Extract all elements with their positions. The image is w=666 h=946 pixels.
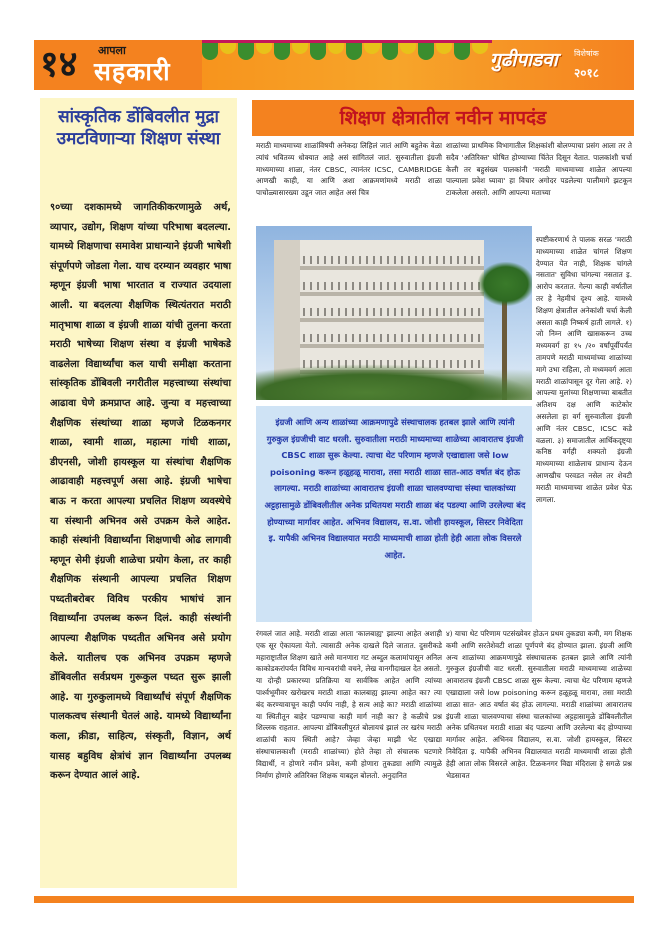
magazine-name: सहकारी (94, 57, 171, 86)
garland-string (202, 40, 492, 43)
page-number: १४ (40, 43, 78, 85)
article-title-bar (252, 100, 634, 136)
festival-year: २०१८ (574, 66, 599, 80)
article-column-5: ४) याचा थेट परिणाम पटसंख्येवर होऊन प्रथम तुकड्या कमी, मग शिक्षक कमी आणि सरतेशेवटी शाळा पूर्णपणे बंद होण्यात झाला. इंग्रजी आणि अन्य शाळांच्या आक्रमणापुढे संस्थाचालक हतबल झाले आणि त्यांनी गुरुकुल इंग्रजीची वाट धरली. सुरुवातीला मराठी माध्यमाच्या शाळेच्या आवारातच इंग्रजी CBSC शाळा सुरू केल्या. त्याचा थेट परिणाम म्हणजे एखाद्याला जसे low poisoning करून हळूहळू मारावा, तसा मराठी शाळा सात- आठ वर्षात बंद होऊ लागल्या. मराठी शाळांच्या आवारातच इंग्रजी शाळा चालवण्याचा संस्था चालकांच्या अट्टहासामुळे डोंबिवलीतील अनेक प्रथितयश मराठी शाळा बंद पडल्या आणि उरलेल्या बंद होण्याच्या मार्गावर आहेत. अभिनव विद्यालय, स.वा. जोशी हायस्कूल, सिस्टर निवेदिता इ. यापैकी अभिनव विद्यालयात मराठी माध्यमाची शाळा होती हेही आता लोक विसरले आहेत. टिळकनगर विद्या मंदिराला हे सगळे प्रश्न भेडसावत (446, 629, 632, 780)
toran-decoration-icon (202, 40, 492, 62)
sidebar-body: ९०च्या दशकामध्ये जागतिकीकरणामुळे अर्थ, व्यापार, उद्योग, शिक्षण यांच्या परिभाषा बदलल्या. यामध्ये शिक्षणाचा समावेश प्राधान्याने इंग्रजी भाषेशी संपूर्णपणे जोडला गेला. याच दरम्यान व्यवहार भाषा म्हणून इंग्रजी भाषा भारतात व राज्यात उदयाला आली. या बदलत्या शैक्षणिक स्थित्यंतरात मराठी मातृभाषा शाळा व इंग्रजी शाळा यांची तुलना करता मराठी भाषेच्या शिक्षण संस्था व इंग्रजी भाषेकडे वाढलेला विद्यार्थ्यांचा कल याची समीक्षा करताना सांस्कृतिक डोंबिवली नगरीतील महत्त्वाच्या संस्थांचा आढावा घेणे क्रमप्राप्त आहे. जुन्या व महत्त्वाच्या शैक्षणिक संस्थांच्या शाळा म्हणजे टिळकनगर शाळा, स्वामी शाळा, महात्मा गांधी शाळा, डीएनसी, जोशी हायस्कूल या संस्थांचा शैक्षणिक आढावाही महत्त्वपूर्ण असा आहे. इंग्रजी भाषेचा बाऊ न करता आपल्या प्रचलित शिक्षण व्यवस्थेचे या संस्थानी अभिनव असे उपक्रम केले आहेत. काही संस्थांनी विद्यार्थ्यांना शिक्षणाची ओढ लागावी म्हणून सेमी इंग्रजी शाळेचा प्रयोग केला, तर काही शैक्षणिक संस्थानी आपल्या प्रचलित शिक्षण पध्दतीबरोबर विविध परकीय भाषांचं ज्ञान विद्यार्थ्यांना उपलब्ध करून दिलं. काही संस्थांनी आपल्या शैक्षणिक पध्दतीत अभिनव असे प्रयोग केले. यातीलच एक अभिनव उपक्रम म्हणजे डोंबिवलीत सर्वप्रथम गुरूकुल पध्दत सुरू झाली आहे. या गुरुकुलामध्ये विद्यार्थ्यांचं संपूर्ण शैक्षणिक पालकत्वच संस्थानी घेतलं आहे. यामध्ये विद्यार्थ्यांना कला, क्रीडा, साहित्य, संस्कृती, विज्ञान, अर्थ यासह बहुविध क्षेत्रांचं ज्ञान विद्यार्थ्यांना उपलब्ध करून देण्यात आलं आहे. (50, 202, 231, 782)
masthead (34, 40, 202, 90)
article-column-1: मराठी माध्यमाच्या शाळांविषयी अनेकदा लिहिलं जातं आणि बहुतेक वेळा त्यांचं भवितव्य धोक्यात आहे असं सांगितलं जातं. सुरुवातीला इंग्रजी माध्यमाच्या शाळा, नंतर CBSC, त्यानंतर ICSC, CAMBRIDGE आणखी काही, या आणि अशा आक्रमणांमध्ये मराठी शाळा पाचोळ्यासारख्या उडून जात आहेत असं चित्र (256, 141, 442, 198)
school-building-photo (256, 226, 532, 400)
pull-quote-text: इंग्रजी आणि अन्य शाळांच्या आक्रमणापुढे संस्थाचालक हतबल झाले आणि त्यांनी गुरुकुल इंग्रजीची वाट धरली. सुरुवातीला मराठी माध्यमाच्या शाळेच्या आवारातच इंग्रजी CBSC शाळा सुरू केल्या. त्याचा थेट परिणाम म्हणजे एखाद्याला जसे low poisoning करून हळूहळू मारावा, तसा मराठी शाळा सात-आठ वर्षात बंद होऊ लागल्या. मराठी शाळांच्या आवारातच इंग्रजी शाळा चालवण्याचा संस्था चालकांच्या अट्टहासामुळे डोंबिवलीतील अनेक प्रथितयश मराठी शाळा बंद पडल्या आणि उरलेल्या बंद होण्याच्या मार्गावर आहेत. अभिनव विद्यालय, स.वा. जोशी हायस्कूल, सिस्टर निवेदिता इ. यापैकी अभिनव विद्यालयात मराठी माध्यमाची शाळा होती हेही आता लोक विसरले आहेत. (264, 417, 526, 560)
article-column-2: शाळांच्या प्राथमिक विभागातील शिक्षकांशी बोलण्याचा प्रसंग आला तर ते सदैव 'अतिरिक्त' घोषित होण्याच्या चिंतेत दिसून येतात. पालकांशी चर्चा केली तर बहुसंख्य पालकांनी 'मराठी माध्यमाच्या शाळेत आपल्या पाल्याला प्रवेश घ्यावा' हा विचार अगोदर पडलेल्या पालीमागे झटकून टाकलेला असतो. आणि आपल्या मताच्या (446, 141, 632, 198)
page-header (34, 40, 634, 90)
magazine-prefix: आपला (98, 44, 126, 57)
sidebar-title: सांस्कृतिक डोंबिवलीत मुद्रा उमटविणाऱ्या शिक्षण संस्था (56, 107, 221, 149)
article-column-3: स्पष्टीकरणार्थ ते पालक सरळ 'मराठी माध्यमाच्या शाळेत चांगलं शिक्षण देण्यात येत नाही, शिक्षक चांगले नसतात' सुविधा चांगल्या नसतात इ. आरोप करतात. गेल्या काही वर्षातील तर हे नेहमीचं दृश्य आहे. यामध्ये शिक्षण क्षेत्रातील अनेकांशी चर्चा केली असता काही निष्कर्ष हाती लागले. १) जो निम्न आणि खासकरून उच्च मध्यमवर्ग हा १५ /२० वर्षांपूर्वीपर्यंत तामपणे मराठी माध्यमांच्या शाळांच्या मागे उभा राहिला, तो मध्यमवर्ग आता मराठी शाळांपासून दूर गेला आहे. २) आपल्या मुलांच्या शिक्षणाच्या बाबतीत अतिशय दक्ष आणि काटेकोर असलेला हा वर्ग सुरुवातीला इंग्रजी आणि नंतर CBSC, ICSC कडे वळला. ३) समाजातील आर्थिकदृष्ट्या कनिष्ठ वर्गही शक्यतो इंग्रजी माध्यमाच्या शाळेलाच प्राधान्य देऊन आणखीच परवडत नसेल तर शेवटी मराठी माध्यमाच्या शाळेत प्रवेश घेऊ लागला. (536, 235, 632, 504)
article-column-4: रंगवलं जात आहे. मराठी शाळा आता 'कालबाह्य' झाल्या आहेत अशाही एक सूर ऐकायला येतो. त्यासाठी अनेक दाखले दिले जातात. दुसरीकडे महाराष्ट्रातील शिक्षण खाते असे मानणारा गट अब्दुल कलामांपासून अनिल काकोडकरांपर्यंत विविध मान्यवरांची वचने, लेख वानगीदाखल देत असतो. या दोन्ही प्रकारच्या प्रतिक्रिया या सार्वत्रिक आहेत आणि त्यांच्या पार्श्वभूमीवर खरोखरच मराठी शाळा कालबाह्य झाल्या आहेत का? त्या बंद करण्यावाचून काही पर्याय नाही, हे सत्य आहे का? मराठी शाळांच्या या स्थितीतून बाहेर पडण्याचा काही मार्ग नाही का? हे कळीचे प्रश्न शिल्लक राहतात. आपल्या डोंबिवलीपुरतं बोलायचं झालं तर खरंच मराठी शाळांची काय स्थिती आहे? जेव्हा जेव्हा माझी भेट एखाद्या संस्थाचालकाशी (मराठी शाळांच्या) होते तेव्हा तो संचालक घटणारे विद्यार्थी, न होणारे नवीन प्रवेश, कमी होणारा तुकड्या आणि त्यामुळे निर्माण होणारे अतिरिक्त शिक्षक याबद्दल बोलतो. अनुदानित (256, 629, 442, 780)
pull-quote-box (256, 406, 532, 622)
article-title: शिक्षण क्षेत्रातील नवीन मापदंड (339, 107, 547, 129)
footer-bar (34, 896, 634, 903)
sidebar-article (40, 98, 237, 888)
festival-name: गुढीपाडवा (490, 49, 558, 71)
festival-banner (202, 40, 634, 90)
festival-tag: विशेषांक (574, 49, 599, 58)
palm-tree-icon (478, 262, 532, 306)
